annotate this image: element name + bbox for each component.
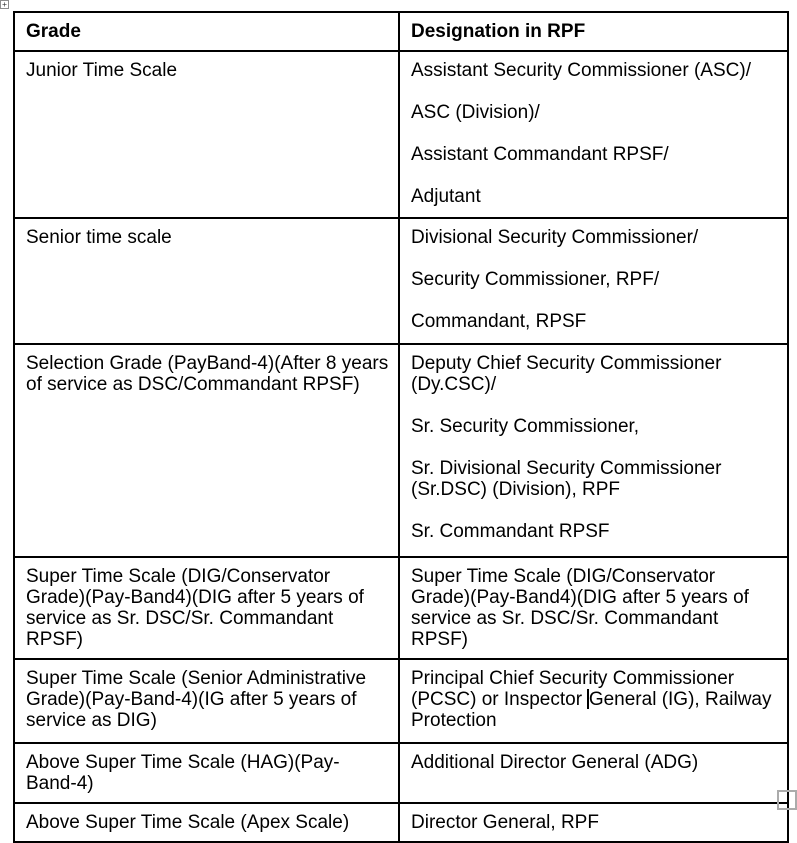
grade-text: Super Time Scale (Senior Administrative Grade)(Pay-Band-4)(IG after 5 years of service as DIG): [26, 668, 367, 731]
column-header-designation[interactable]: Designation in RPF: [399, 12, 788, 51]
grade-text: Junior Time Scale: [26, 60, 178, 81]
designation-text: Sr. Commandant RPSF: [411, 521, 610, 542]
table-row: [14, 803, 788, 842]
designation-text: Sr. Security Commissioner,: [411, 416, 640, 437]
table-row: [14, 344, 788, 557]
table-row: [14, 557, 788, 659]
designation-text: Deputy Chief Security Commissioner (Dy.CSC)/: [411, 353, 722, 395]
designation-text-with-cursor: [411, 668, 779, 731]
designation-text-before-cursor: Principal Chief Security Commissioner (PCSC) or Inspector: [411, 668, 735, 710]
designation-text: Super Time Scale (DIG/Conservator Grade)(Pay-Band4)(DIG after 5 years of service as Sr. DSC/Sr. Commandant RPSF): [411, 566, 749, 650]
designation-cell[interactable]: [399, 743, 788, 803]
grade-text: Above Super Time Scale (HAG)(Pay-Band-4): [26, 752, 340, 794]
designation-cell[interactable]: [399, 557, 788, 659]
table-row: [14, 51, 788, 218]
designation-text-after-cursor: General (IG), Railway Protection: [411, 689, 772, 731]
designation-cell[interactable]: [399, 218, 788, 344]
grade-text: Senior time scale: [26, 227, 172, 248]
designation-cell[interactable]: [399, 51, 788, 218]
table-row: [14, 218, 788, 344]
designation-text: Additional Director General (ADG): [411, 752, 699, 773]
grade-cell[interactable]: [14, 659, 399, 743]
grade-text: Selection Grade (PayBand-4)(After 8 years of service as DSC/Commandant RPSF): [26, 353, 389, 395]
grade-cell[interactable]: [14, 557, 399, 659]
designation-text: ASC (Division)/: [411, 102, 540, 123]
designation-cell[interactable]: [399, 803, 788, 842]
table-row: [14, 659, 788, 743]
designation-cell[interactable]: [399, 659, 788, 743]
grade-cell[interactable]: [14, 743, 399, 803]
table-resize-handle[interactable]: [777, 790, 797, 810]
table-header-row: [14, 12, 788, 51]
designation-text: Assistant Security Commissioner (ASC)/: [411, 60, 751, 81]
designation-text: Divisional Security Commissioner/: [411, 227, 699, 248]
designation-text: Commandant, RPSF: [411, 311, 587, 332]
designation-text: Adjutant: [411, 186, 481, 207]
grade-designation-table: [13, 11, 789, 843]
designation-text: Director General, RPF: [411, 812, 599, 833]
grade-cell[interactable]: [14, 803, 399, 842]
grade-cell[interactable]: [14, 51, 399, 218]
grade-text: Above Super Time Scale (Apex Scale): [26, 812, 350, 833]
grade-text: Super Time Scale (DIG/Conservator Grade)(Pay-Band4)(DIG after 5 years of service as Sr. DSC/Sr. Commandant RPSF): [26, 566, 364, 650]
table-row: [14, 743, 788, 803]
grade-cell[interactable]: [14, 344, 399, 557]
designation-text: Security Commissioner, RPF/: [411, 269, 660, 290]
column-header-grade[interactable]: Grade: [14, 12, 399, 51]
table-move-handle[interactable]: [0, 0, 9, 9]
designation-text: Sr. Divisional Security Commissioner (Sr.DSC) (Division), RPF: [411, 458, 722, 500]
move-icon: +: [2, 0, 7, 9]
grade-cell[interactable]: [14, 218, 399, 344]
designation-text: Assistant Commandant RPSF/: [411, 144, 669, 165]
designation-cell[interactable]: [399, 344, 788, 557]
